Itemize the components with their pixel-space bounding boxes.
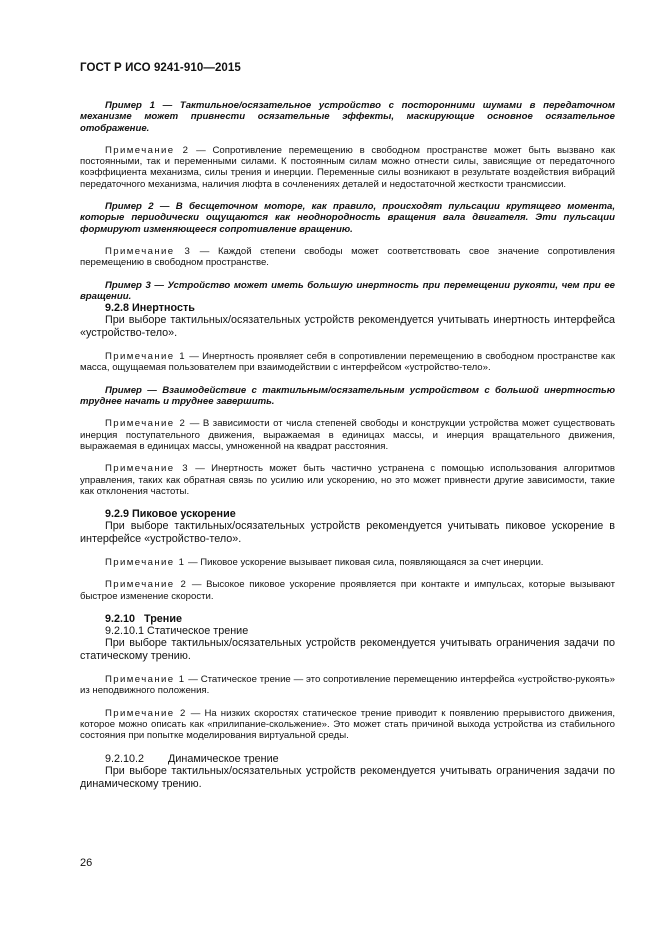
note-2-resistance bbox=[80, 145, 615, 190]
example-3: Пример 3 — Устройство может иметь большую инертность при перемещении рукояти, чем при ее вращении. bbox=[80, 279, 615, 302]
example-inertia: Пример — Взаимодействие с тактильным/осязательным устройством с большой инертностью труднее начать и труднее завершить. bbox=[80, 384, 615, 408]
page-content bbox=[80, 100, 615, 791]
note-1-peak bbox=[80, 557, 615, 568]
note-label: Примечание 1 bbox=[105, 674, 186, 686]
note-3-inertia bbox=[80, 463, 615, 497]
note-1-static bbox=[80, 674, 615, 697]
document-header: ГОСТ Р ИСО 9241-910—2015 bbox=[80, 62, 241, 74]
subsection-heading-9-2-10-2: 9.2.10.2 Динамическое трение bbox=[105, 752, 279, 765]
note-text: — Пиковое ускорение вызывает пиковая сила, появляющаяся за счет инерции. bbox=[185, 557, 544, 569]
note-text: — Каждой степени свободы может соответствовать свое значение сопротивления перемещению в свободном пространстве. bbox=[80, 245, 615, 269]
note-label: Примечание 3 bbox=[105, 463, 189, 475]
note-2-peak bbox=[80, 579, 615, 602]
section-body-9-2-9: При выборе тактильных/осязательных устройств рекомендуется учитывать пиковое ускорение в интерфейсе «устройство-тело». bbox=[80, 520, 615, 546]
note-label: Примечание 2 bbox=[105, 144, 190, 156]
note-label: Примечание 1 bbox=[105, 557, 186, 569]
example-1: Пример 1 — Тактильное/осязательное устройство с посторонними шумами в передаточном механизме может привнести осязательные эффекты, маскирующие основное осязательное отображение. bbox=[80, 100, 615, 134]
note-text: — В зависимости от числа степеней свободы и конструкции устройства может существовать инерция поступательного движения, выражаемая в единицах массы, и инерция вращательного движения, выражаемая в единицах массы, умноженной на квадрат расстояния. bbox=[80, 418, 615, 452]
note-text: — Высокое пиковое ускорение проявляется при контакте и импульсах, которые вызывают быстрое изменение скорости. bbox=[80, 579, 615, 602]
page-number: 26 bbox=[80, 857, 93, 869]
note-text: — На низких скоростях статическое трение приводит к появлению прерывистого движения, которое можно описать как «прилипание-скольжение». Это может стать причиной выхода устройства из стабильного состояния при попытке моделирования виртуальной среды. bbox=[80, 707, 615, 742]
note-text: — Сопротивление перемещению в свободном пространстве может быть вызвано как постоянными, так и переменными силами. К постоянным силам можно отнести силы, зависящие от передаточного коэффициента механизма, силы трения и инерции. Переменные силы возникают в результате воздействия вибраций передаточного механизма, наличия люфта в сочленениях деталей и недостаточной жесткости трансмиссии. bbox=[80, 144, 615, 190]
note-label: Примечание 2 bbox=[105, 579, 188, 591]
note-label: Примечание 3 bbox=[105, 245, 192, 257]
note-3-degrees bbox=[80, 246, 615, 269]
note-2-inertia bbox=[80, 418, 615, 452]
note-label: Примечание 2 bbox=[105, 418, 187, 430]
subsection-heading-9-2-10-1: 9.2.10.1 Статическое трение bbox=[105, 625, 249, 638]
note-text: — Статическое трение — это сопротивление перемещению интерфейса «устройство-рукоять» из неподвижного положения. bbox=[80, 674, 615, 697]
section-body-9-2-10-2: При выборе тактильных/осязательных устройств рекомендуется учитывать ограничения задачи по динамическому трению. bbox=[80, 764, 615, 790]
example-2: Пример 2 — В бесщеточном моторе, как правило, происходят пульсации крутящего момента, которые периодически ощущаются как неоднородность вращения вала двигателя. Эти пульсации формируют изменяющееся сопротивление вращению. bbox=[80, 201, 615, 235]
note-label: Примечание 1 bbox=[105, 351, 186, 363]
section-body-9-2-10-1: При выборе тактильных/осязательных устройств рекомендуется учитывать ограничения задачи по статическому трению. bbox=[80, 637, 615, 663]
note-1-inertia bbox=[80, 351, 615, 374]
note-2-static bbox=[80, 708, 615, 742]
note-text: — Инертность проявляет себя в сопротивлении перемещению в свободном пространстве как масса, ощущаемая пользователем при взаимодействии с интерфейсом «устройство-тело». bbox=[80, 351, 615, 374]
section-heading-9-2-8: 9.2.8 Инертность bbox=[105, 302, 195, 315]
note-label: Примечание 2 bbox=[105, 707, 187, 719]
section-heading-9-2-10: 9.2.10 Трение bbox=[105, 613, 182, 626]
section-body-9-2-8: При выборе тактильных/осязательных устройств рекомендуется учитывать инертность интерфейса «устройство-тело». bbox=[80, 314, 615, 340]
section-heading-9-2-9: 9.2.9 Пиковое ускорение bbox=[105, 508, 236, 521]
note-text: — Инертность может быть частично устранена с помощью использования алгоритмов управления, таких как обратная связь по усилию или ускорению, но это может привнести другие зависимости, такие как отклонения частоты. bbox=[80, 463, 615, 497]
